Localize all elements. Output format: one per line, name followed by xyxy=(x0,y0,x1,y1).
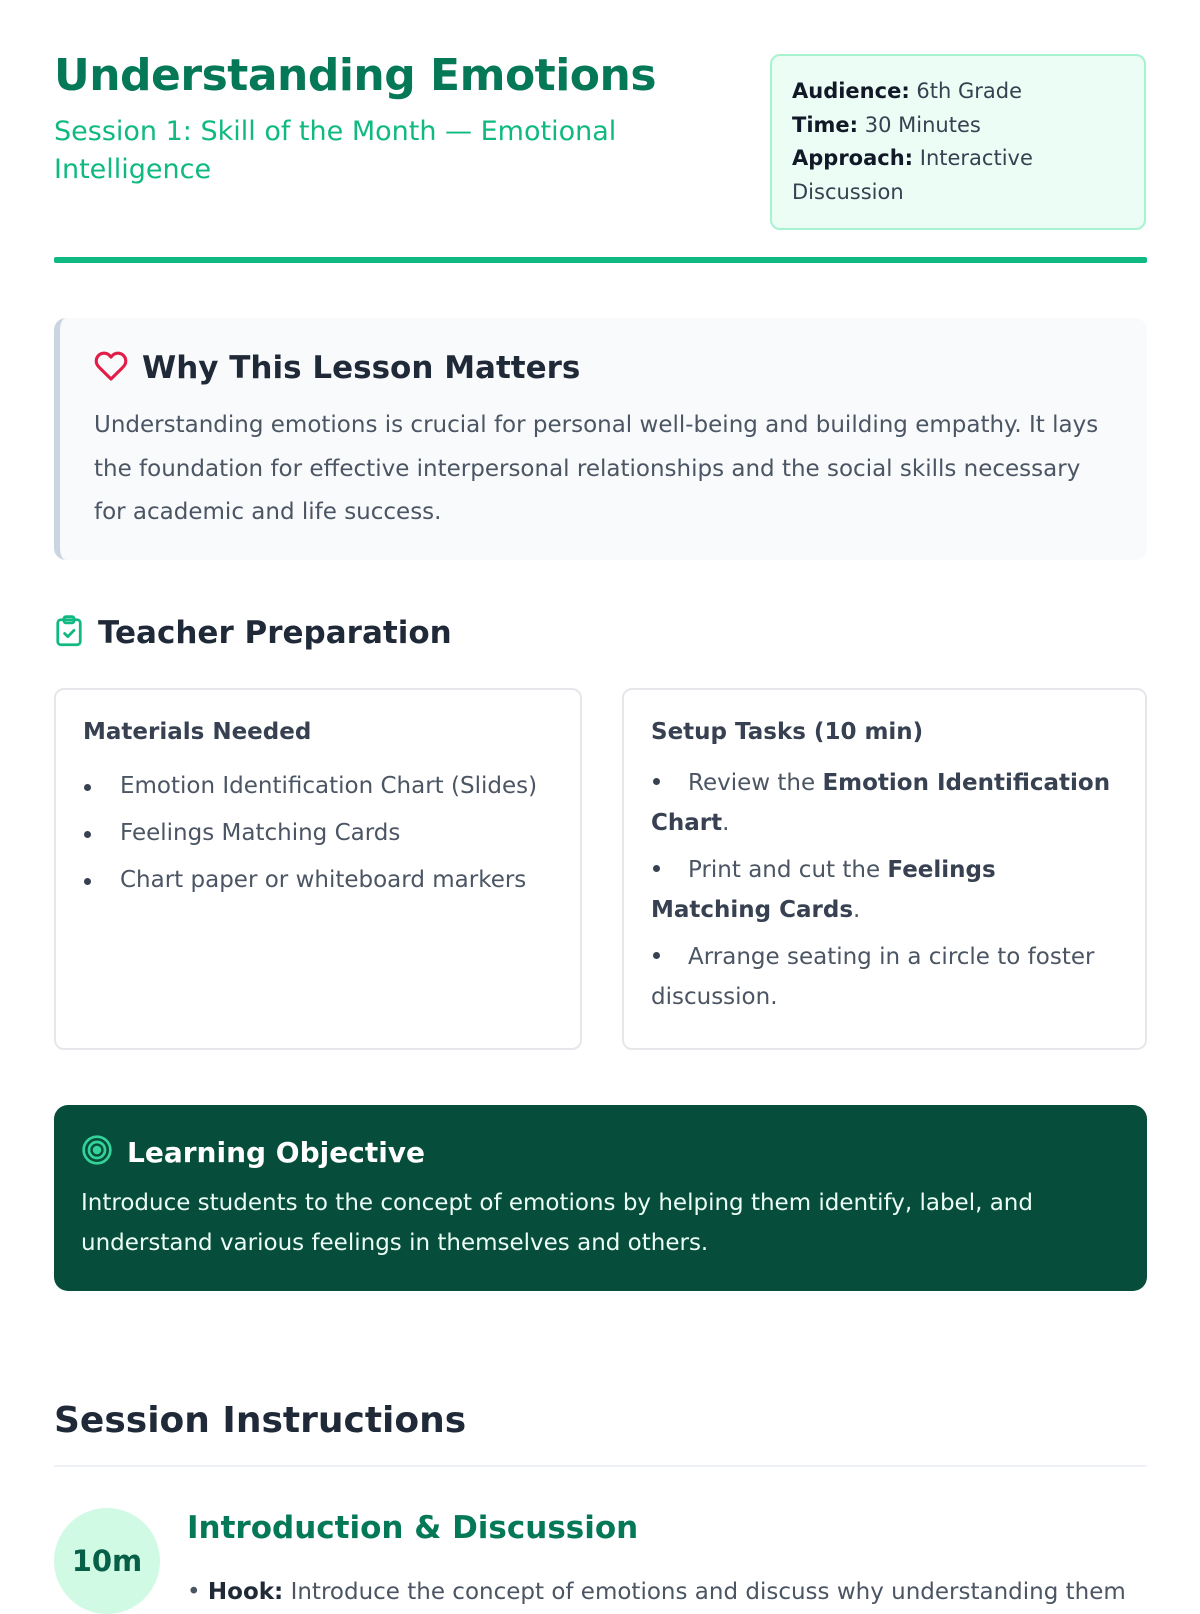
why-text: Understanding emotions is crucial for personal well-being and building empathy. It lays the foundation for effective interpersonal relationships and the social skills necessary for academic and life success. xyxy=(94,412,1099,525)
why-lesson-matters-card xyxy=(54,318,1147,560)
setup-emphasis: Feelings Matching Cards xyxy=(651,857,996,923)
materials-card xyxy=(54,688,582,1050)
session-instructions-title: Session Instructions xyxy=(54,1400,467,1441)
learning-objective-card xyxy=(54,1105,1147,1291)
teacher-preparation-heading xyxy=(54,614,452,652)
list-item xyxy=(651,850,1118,930)
bullet-dot xyxy=(653,865,660,872)
hook-label: Hook: xyxy=(207,1579,284,1605)
materials-title: Materials Needed xyxy=(83,719,312,745)
step-title: Introduction & Discussion xyxy=(187,1510,639,1546)
page-subtitle: Session 1: Skill of the Month — Emotional Intelligence xyxy=(54,116,617,185)
header-divider xyxy=(54,257,1147,263)
setup-tasks-title: Setup Tasks (10 min) xyxy=(651,719,924,745)
objective-text: Introduce students to the concept of emotions by helping them identify, label, and understand various feelings in themselves and others. xyxy=(81,1190,1033,1256)
materials-list xyxy=(83,763,553,904)
target-icon xyxy=(81,1134,113,1170)
setup-emphasis: Emotion Identification Chart xyxy=(651,770,1111,836)
meta-audience-label: Audience: xyxy=(792,79,910,103)
list-item: Chart paper or whiteboard markers xyxy=(83,857,553,904)
meta-approach-value: Interactive Discussion xyxy=(792,146,1033,204)
meta-approach-label: Approach: xyxy=(792,146,914,170)
page-title: Understanding Emotions xyxy=(54,50,657,101)
meta-time-value: 30 Minutes xyxy=(864,112,981,137)
list-item xyxy=(651,937,1118,1017)
meta-time xyxy=(792,109,1124,143)
meta-time-label: Time: xyxy=(792,112,859,137)
why-title: Why This Lesson Matters xyxy=(142,350,581,386)
setup-text: Print and cut the xyxy=(688,857,888,883)
bullet-dot xyxy=(653,778,660,785)
setup-tasks-list xyxy=(651,763,1118,1017)
setup-tasks-card xyxy=(622,688,1147,1050)
setup-text: . xyxy=(853,897,861,923)
bullet-dot xyxy=(653,952,660,959)
meta-approach xyxy=(792,142,1124,209)
list-item: Feelings Matching Cards xyxy=(83,810,553,857)
meta-audience-value: 6th Grade xyxy=(916,79,1023,103)
clipboard-check-icon xyxy=(54,614,84,652)
hook-text: Introduce the concept of emotions and discuss why understanding them xyxy=(290,1579,1126,1605)
list-item: Emotion Identification Chart (Slides) xyxy=(83,763,553,810)
teacher-preparation-title: Teacher Preparation xyxy=(98,615,452,651)
objective-title: Learning Objective xyxy=(127,1135,426,1169)
session-divider xyxy=(54,1465,1147,1467)
list-item xyxy=(651,763,1118,843)
lesson-meta-box xyxy=(770,54,1146,230)
setup-text: . xyxy=(722,810,730,836)
setup-text: Arrange seating in a circle to foster discussion. xyxy=(651,944,1095,1010)
setup-text: Review the xyxy=(688,770,823,796)
step-hook-text: • Hook: Introduce the concept of emotions and discuss why understanding them xyxy=(187,1579,1126,1605)
heart-icon xyxy=(94,349,128,387)
step-time-badge: 10m xyxy=(54,1508,160,1614)
meta-audience xyxy=(792,75,1124,109)
